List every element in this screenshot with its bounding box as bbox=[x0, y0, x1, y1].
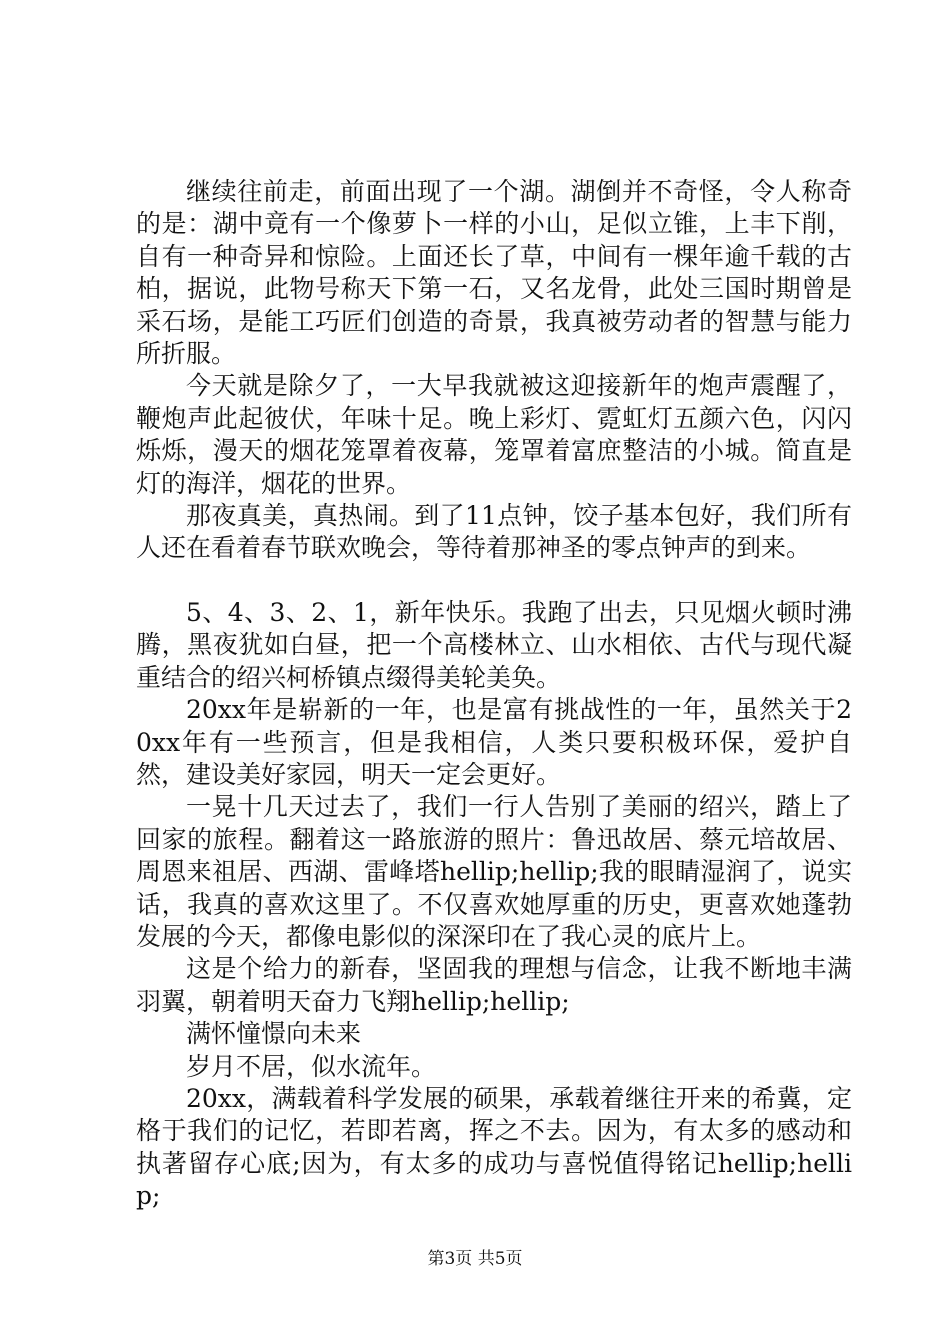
paragraph-gap bbox=[136, 565, 852, 597]
paragraph: 岁月不居，似水流年。 bbox=[186, 1051, 437, 1081]
body-text bbox=[136, 176, 852, 1213]
paragraph: 5、4、3、2、1，新年快乐。我跑了出去，只见烟火顿时沸腾，黑夜犹如白昼，把一个高楼林立、山水相依、古代与现代凝重结合的绍兴柯桥镇点缀得美轮美奂。 bbox=[136, 597, 852, 692]
paragraph: 20xx，满载着科学发展的硕果，承载着继往开来的希冀，定格于我们的记忆，若即若离，挥之不去。因为，有太多的感动和执著留存心底;因为，有太多的成功与喜悦值得铭记hellip;hellip; bbox=[136, 1083, 852, 1211]
page-number-footer: 第3页 共5页 bbox=[427, 1249, 523, 1269]
paragraph: 满怀憧憬向未来 bbox=[186, 1019, 362, 1049]
paragraph: 继续往前走，前面出现了一个湖。湖倒并不奇怪，令人称奇的是：湖中竟有一个像萝卜一样的小山，足似立锥，上丰下削，自有一种奇异和惊险。上面还长了草，中间有一棵年逾千载的古柏，据说，此物号称天下第一石，又名龙骨，此处三国时期曾是采石场，是能工巧匠们创造的奇景，我真被劳动者的智慧与能力所折服。 bbox=[136, 177, 852, 369]
paragraph: 这是个给力的新春，坚固我的理想与信念，让我不断地丰满羽翼，朝着明天奋力飞翔hellip;hellip; bbox=[136, 954, 852, 1016]
paragraph: 今天就是除夕了，一大早我就被这迎接新年的炮声震醒了，鞭炮声此起彼伏，年味十足。晚上彩灯、霓虹灯五颜六色，闪闪烁烁，漫天的烟花笼罩着夜幕，笼罩着富庶整洁的小城。简直是灯的海洋，烟花的世界。 bbox=[136, 371, 852, 498]
paragraph: 20xx年是崭新的一年，也是富有挑战性的一年，虽然关于20xx年有一些预言，但是我相信，人类只要积极环保，爱护自然，建设美好家园，明天一定会更好。 bbox=[136, 695, 852, 789]
paragraph: 一晃十几天过去了，我们一行人告别了美丽的绍兴，踏上了回家的旅程。翻着这一路旅游的照片：鲁迅故居、蔡元培故居、周恩来祖居、西湖、雷峰塔hellip;hellip;我的眼睛湿润了，说实话，我真的喜欢这里了。不仅喜欢她厚重的历史，更喜欢她蓬勃发展的今天，都像电影似的深深印在了我心灵的底片上。 bbox=[136, 792, 852, 951]
paragraph: 那夜真美，真热闹。到了11点钟，饺子基本包好，我们所有人还在看着春节联欢晚会，等待着那神圣的零点钟声的到来。 bbox=[136, 501, 852, 563]
